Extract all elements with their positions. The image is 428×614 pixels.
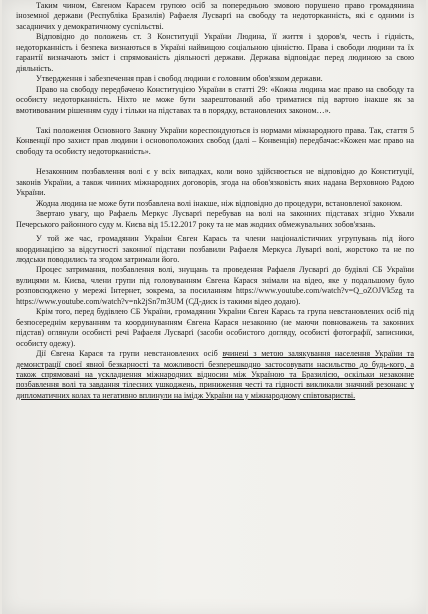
paragraph-9: У той же час, громадянин України Євген Карась та члени націоналістичних угрупувань під його координацією за відсутності законної підстави позбавили Рафаеля Меркуса Луварґі волі, жорстоко та не по людськи поводились та згодом затримали його. <box>16 234 414 264</box>
paragraph-12-plain: Дії Євгена Карася та групи невстановлених осіб <box>36 349 218 359</box>
paragraph-8: Звертаю увагу, що Рафаель Меркус Лусварґі перебував на волі на законних підставах згідно Ухвали Печерського районного суду м. Києва від 15.12.2017 року та не мав жодних обмежувальних зобов'язань. <box>16 209 414 229</box>
paragraph-10-and: та <box>406 286 414 296</box>
paragraph-11: Крім того, перед будівлею СБ України, громадянин України Євген Карась та група невстановлених осіб під безпосереднім керуванням та координуванням Євгена Карася незаконно (не маючи повноважень та законних підстав) оглянули особисті речі Рафаеля Лусварґі (засоби особистого догляду, особисті фотографії, записники, особисту одежу). <box>16 307 414 348</box>
paragraph-10-text: Процес затримання, позбавлення волі, знущань та проведення Рафаеля Лусварґі до будівлі СБ України вулицями м. Києва, члени групи під головуванням Євгена Карася знімали на відео, яке у подальшому було розповсюджено у мережі Інтернет, зокрема, за посиланням <box>16 265 414 296</box>
paragraph-10 <box>16 265 414 307</box>
paragraph-2: Відповідно до положень ст. 3 Конституції України Людина, її життя і здоров'я, честь і гідність, недоторканність і безпека визнаються в Україні найвищою соціальною цінністю. Права і свободи людини та їх гарантії визначають зміст і спрямованість діяльності держави. Держава відповідає перед людиною за свою діяльність. <box>16 32 414 73</box>
paragraph-12 <box>16 349 414 401</box>
youtube-link-2[interactable]: https://www.youtube.com/watch?v=nk2jSn7m3UM <box>16 296 184 306</box>
paragraph-10-tail: (СД-диск із такими відео додаю). <box>185 296 301 306</box>
paragraph-4: Право на свободу передбачено Конституцією України в статті 29: «Кожна людина має право на свободу та особисту недоторканність. Ніхто не може бути заарештований або триматися під вартою інакше як за вмотивованим рішенням суду і тільки на підставах та в порядку, встановлених законом…». <box>16 84 414 115</box>
document-page <box>2 0 426 614</box>
youtube-link-1[interactable]: https://www.youtube.com/watch?v=Q_oZOJVk5zg <box>235 286 403 296</box>
paragraph-3: Утвердження і забезпечення прав і свобод людини є головним обов'язком держави. <box>36 74 323 84</box>
document-body <box>16 1 414 401</box>
paragraph-12-underlined: вчинені з метою залякування населення України та демонстрації своєї явної безкарності та можливості безперешкодно застосовувати насильство до будь-кого, а також спрямовані на ускладнення міжнародних відносин між Україною та Бразилією, оскільки незаконне позбавлення волі та завдання тілесних ушкоджень, приниження честі та гідності викликали значний резонанс у дипломатичних колах та негативно вплинули на імідж України на у міжнародному співтоваристві. <box>16 349 414 400</box>
paragraph-7: Жодна людина не може бути позбавлена волі інакше, ніж відповідно до процедури, встановленої законом. <box>36 198 403 208</box>
paragraph-5: Такі положення Основного Закону України кореспондуються із нормами міжнародного права. Так, стаття 5 Конвенції про захист прав людини і основоположних свобод (далі – Конвенція) передбачає:«Кожен має право на свободу та особисту недоторканність». <box>16 125 414 156</box>
paragraph-6: Незаконним позбавлення волі є у всіх випадках, коли воно здійснюється не відповідно до Конституції, законів України, а також чинних міжнародних договорів, згода на обов'язковість яких надана Верховною Радою України. <box>16 167 414 198</box>
paragraph-1: Таким чином, Євгеном Карасем групою осіб за попередньою змовою порушено право громадянина іноземної держави (Республіка Бразилія) Рафаеля Лусварґі на свободу та недоторканність, які є одними із засадничих у демократичному суспільстві. <box>16 1 414 31</box>
